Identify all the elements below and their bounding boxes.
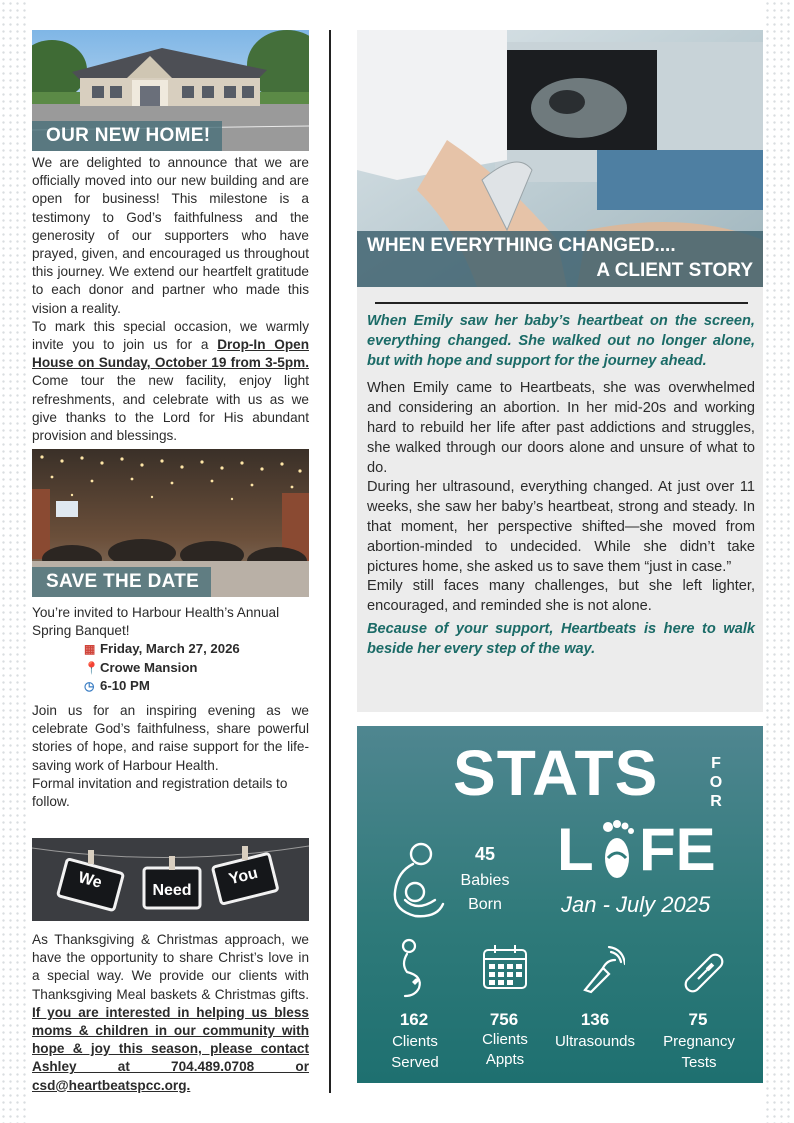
ultrasounds-label: Ultrasounds xyxy=(554,1033,636,1050)
ultrasound-probe-icon xyxy=(579,946,625,994)
event-date-line xyxy=(84,640,309,659)
banquet-paragraph: Join us for an inspiring evening as we celebrate God’s faithfulness, share powerful stories of hope, and raise support for the life-saving work of Harbour Health. xyxy=(32,702,309,773)
ultrasounds-value: 136 xyxy=(580,1010,610,1029)
stats-for-life-panel xyxy=(357,726,763,1083)
clients-served-label-1: Clients xyxy=(392,1033,438,1050)
banquet-intro: You’re invited to Harbour Health’s Annual Spring Banquet! xyxy=(32,605,280,639)
event-time: 6-10 PM xyxy=(100,678,150,694)
right-dot-pattern xyxy=(764,0,794,1123)
stats-heading: STATS xyxy=(453,737,659,809)
pregnancy-tests-value: 75 xyxy=(688,1010,708,1029)
event-time-line xyxy=(84,677,309,696)
pregnancy-tests-label-2: Tests xyxy=(681,1054,717,1071)
client-story-text xyxy=(367,312,755,660)
clients-served-value: 162 xyxy=(399,1010,429,1029)
event-place-line xyxy=(84,659,309,678)
story-title-line2: A CLIENT STORY xyxy=(596,260,753,281)
mother-baby-icon xyxy=(385,840,449,920)
calendar-grid-icon xyxy=(481,942,529,992)
left-dot-pattern xyxy=(0,0,30,1123)
banquet-body xyxy=(32,604,309,811)
hanging-signs-illustration xyxy=(32,838,309,921)
client-story-title xyxy=(357,231,763,287)
story-paragraph-2: During her ultrasound, everything changed. At just over 11 weeks, she saw her baby’s heartbeat, strong and steady. In that moment, her perspective shifted—she moved from abortion-minded to undecided. While she didn’t take pictures home, she asked us to save them “just in case.” xyxy=(367,479,755,575)
client-appts-value: 756 xyxy=(489,1010,519,1029)
story-lead-quote: When Emily saw her baby’s heartbeat on the screen, everything changed. She walked out no longer alone, but with hope and support for the journey ahead. xyxy=(367,313,755,369)
new-home-title: OUR NEW HOME! xyxy=(32,121,222,151)
contact-ashley-text: If you are interested in helping us bless moms & children in our community with hope & joy this season, please contact Ashley at 704.489.0708 or csd@heartbeatspcc.org. xyxy=(32,1004,309,1093)
open-house-intro: To mark this special occasion, we warmly invite you to join us for a xyxy=(32,318,309,353)
save-the-date-title: SAVE THE DATE xyxy=(32,567,211,597)
pregnancy-tests-label-1: Pregnancy xyxy=(663,1033,735,1050)
new-home-body xyxy=(32,154,309,445)
clock-icon: ◷ xyxy=(84,679,95,694)
story-paragraph-3: Emily still faces many challenges, but she left lighter, encouraged, and reminded she is not alone. xyxy=(367,578,755,615)
banquet-invitation-note: Formal invitation and registration details to follow. xyxy=(32,775,288,809)
for-vertical-text: FOR xyxy=(709,755,723,810)
open-house-paragraph xyxy=(32,318,309,445)
stats-period: Jan - July 2025 xyxy=(561,892,711,917)
sign-you: You xyxy=(227,864,260,889)
pregnant-woman-icon xyxy=(393,938,433,998)
story-divider xyxy=(375,302,748,304)
story-paragraph-1: When Emily came to Heartbeats, she was overwhelmed and considering an abortion. In her mid-20s and working hard to rebuild her life after past addictions and struggles, she walked through our doors alone and unsure of what to do. xyxy=(367,380,755,476)
pin-icon: 📍 xyxy=(84,660,99,675)
new-building-photo xyxy=(32,30,309,151)
we-need-you-body xyxy=(32,931,309,1095)
client-appts-label-2: Appts xyxy=(485,1051,525,1068)
story-title-line1: WHEN EVERYTHING CHANGED.... xyxy=(367,235,676,256)
open-house-closing: Come tour the new facility, enjoy light refreshments, and celebrate with us as we give thanks to the Lord for His abundant provision and blessings. xyxy=(32,373,309,444)
holiday-paragraph xyxy=(32,931,309,1095)
banquet-photo xyxy=(32,449,309,597)
open-house-details: Drop-In Open House on Sunday, October 19 from 3-5pm. xyxy=(32,337,309,371)
event-details xyxy=(84,640,309,696)
sign-we: We xyxy=(76,869,104,892)
babies-born-value: 45 xyxy=(474,844,496,864)
story-closing-quote: Because of your support, Heartbeats is here to walk beside her every step of the way. xyxy=(367,620,755,657)
sign-need: Need xyxy=(152,882,192,899)
life-heading-fe: FE xyxy=(639,816,716,883)
we-need-you-photo xyxy=(32,838,309,921)
calendar-icon: ▦ xyxy=(84,642,96,657)
event-place: Crowe Mansion xyxy=(100,659,198,675)
babies-born-label-1: Babies xyxy=(460,872,510,889)
clients-served-label-2: Served xyxy=(391,1054,439,1071)
event-date: Friday, March 27, 2026 xyxy=(100,641,240,657)
client-appts-label-1: Clients xyxy=(482,1031,528,1048)
life-heading-l: L xyxy=(557,816,594,883)
column-divider xyxy=(329,30,331,1093)
ultrasound-photo xyxy=(357,30,763,287)
new-home-paragraph: We are delighted to announce that we are officially moved into our new building and are open for business! This milestone is a testimony to God’s faithfulness and the generosity of our supporters who have prayed, given, and encouraged us throughout this journey. We extend our heartfelt gratitude to each donor and partner who made this vision a reality. xyxy=(32,155,309,316)
client-story-panel xyxy=(357,30,763,712)
holiday-intro: As Thanksgiving & Christmas approach, we have the opportunity to share Christ’s love in a special way. We provide our clients with Thanksgiving Meal baskets & Christmas gifts. xyxy=(32,932,309,1002)
footprint-icon xyxy=(598,818,636,882)
pregnancy-test-icon xyxy=(679,948,729,998)
babies-born-label-2: Born xyxy=(468,896,502,913)
